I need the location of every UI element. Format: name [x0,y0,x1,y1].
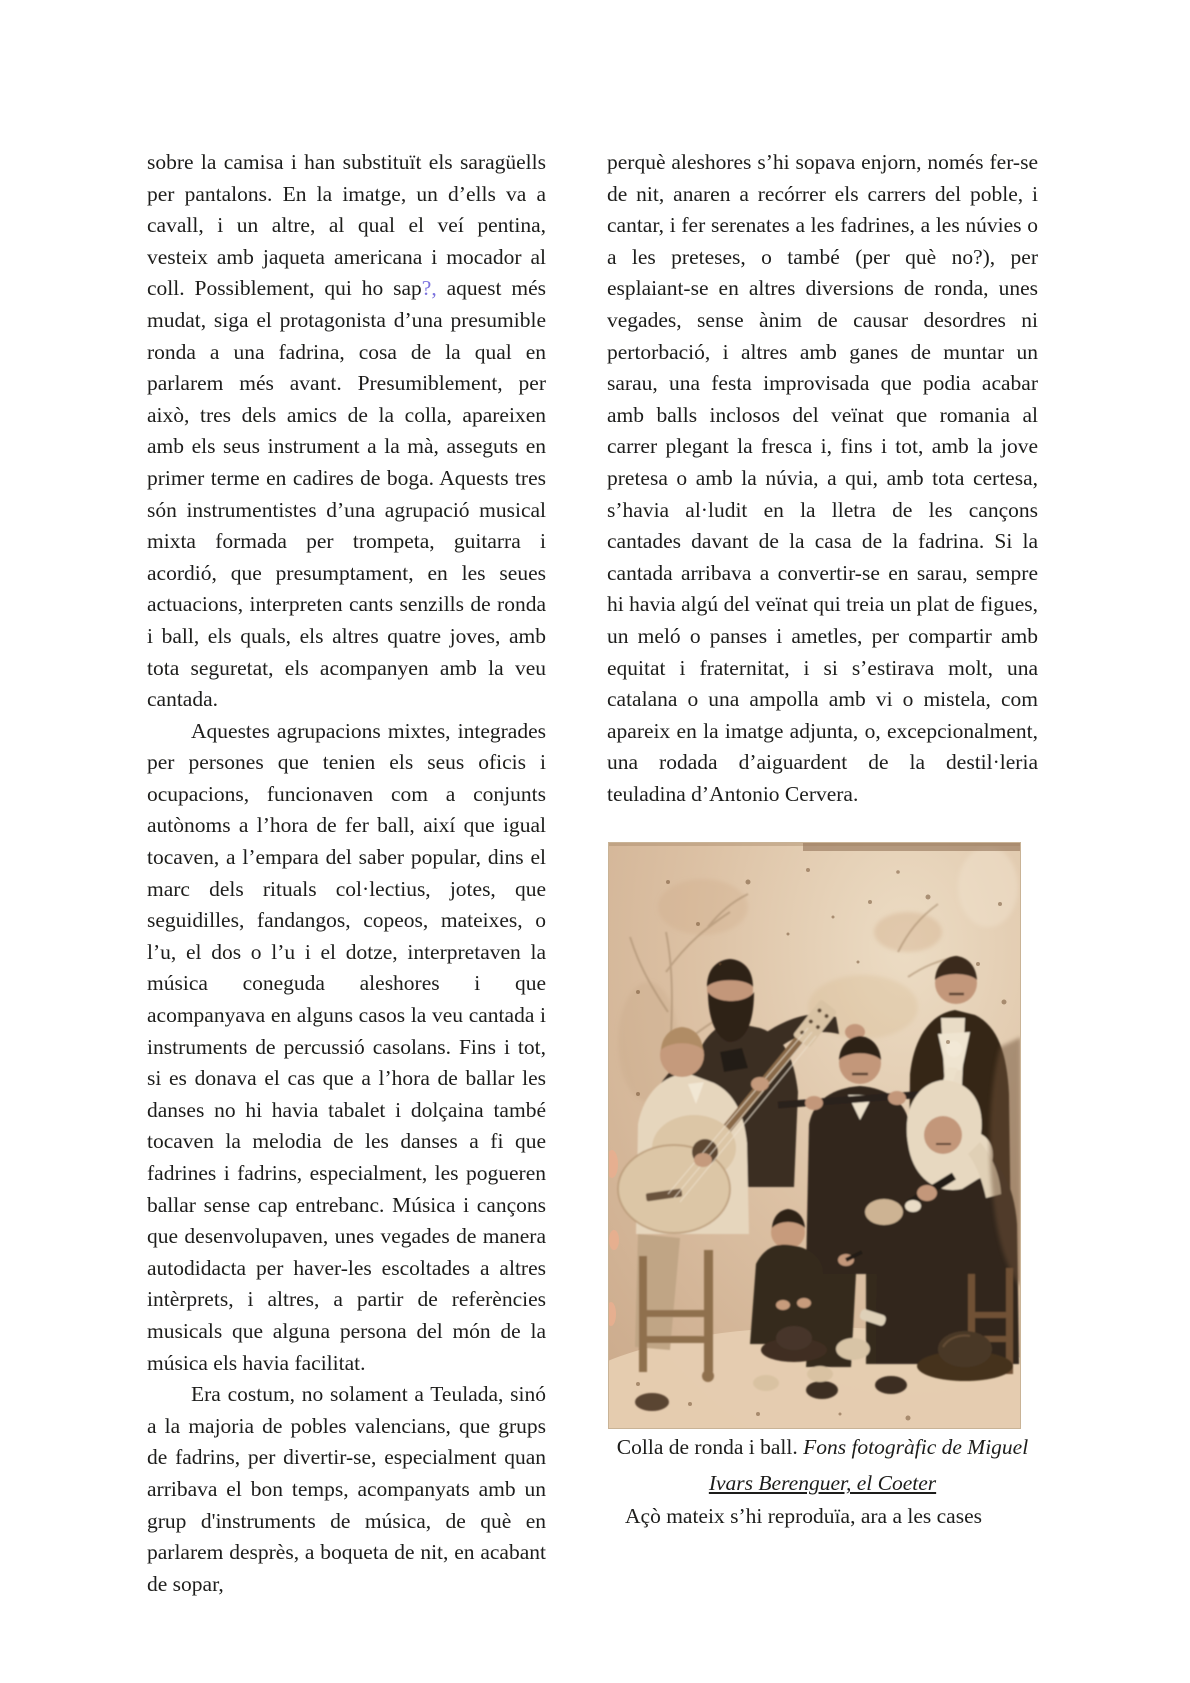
paragraph-aco-mateix: Açò mateix s’hi reproduïa, ara a les cases [625,1504,982,1529]
paragraph-text: aquest més mudat, siga el protagonista d’una presumible ronda a una fadrina, cosa de la qual en parlarem més avant. Presumiblement, per això, tres dels amics de la colla, apareixen amb els seus instrument a la mà, asseguts en primer terme en cadires de boga. Aquests tres són instrumentistes d’una agrupació musical mixta formada per trompeta, guitarra i acordió, que presumptament, en les seues actuacions, interpreten cants senzills de ronda i ball, els quals, els altres quatre joves, amb tota seguretat, els acompanyen amb la veu cantada. [147,276,547,712]
paragraph-ronda: perquè aleshores s’hi sopava enjorn, només fer-se de nit, anaren a recórrer els carrers del poble, i cantar, i fer serenates a les fadrines, a les núvies o a les preteses, o també (per què no?), per esplaiant-se en altres diversions de ronda, unes vegades, sense ànim de causar desordres ni pertorbació, i altres amb ganes de muntar un sarau, una festa improvisada que podia acabar amb balls inclosos del veïnat que romania al carrer plegant la fresca i, fins i tot, amb la jove pretesa o amb la núvia, a qui, amb tota certesa, s’havia al·ludit en la lletra de les cançons cantades davant de la casa de la fadrina. Si la cantada arribava a convertir-se en sarau, sempre hi havia algú del veïnat qui treia un plat de figues, un meló o panses i ametles, per compartir amb equitat i fraternitat, i si s’estirava molt, una catalana o una ampolla amb vi o mistela, com apareix en la imatge adjunta, o, excepcionalment, una rodada d’aiguardent de la destil·leria teuladina d’Antonio Cervera. [607,150,1038,806]
caption-source-name: Ivars Berenguer, el Coeter [708,1471,937,1496]
right-text-column [607,147,1038,1533]
ronda-photo [608,842,1021,1429]
paragraph-era-costum: Era costum, no solament a Teulada, sinó a la majoria de pobles valencians, que grups de fadrins, per divertir-se, especialment quan arribava el bon temps, acompanyats amb un grup d'instruments de música, de què en parlarem desprès, a boqueta de nit, en acabant de sopar, [147,1382,546,1596]
photo-caption [607,1429,1038,1501]
annotation-link[interactable]: ?, [421,276,437,301]
paragraph-agrupacions: Aquestes agrupacions mixtes, integrades per persones que tenien els seus oficis i ocupacions, funcionaven com a conjunts autònoms a l’hora de fer ball, així que igual tocaven, a l’empara del saber popular, dins el marc dels rituals col·lectius, jotes, que seguidilles, fandangos, copeos, mateixes, o l’u, el dos o l’u i el dotze, interpretaven la música coneguda aleshores i que acompanyava en alguns casos la veu cantada i instruments de percussió casolans. Fins i tot, si es donava el cas que a l’hora de ballar les danses no hi havia tabalet i dolçaina també tocaven la melodia de les danses a fi que fadrines i fadrins, especialment, les pogueren ballar sense cap entrebanc. Música i cançons que desenvolupaven, unes vegades de manera autodidacta per haver-les escoltades a altres intèrprets, i altres, a partir de referències musicals que alguna persona del món de la música els havia facilitat. [147,718,546,1375]
paragraph-text: sobre la camisa i han substituït els saragüells per pantalons. En la imatge, un d’ells va a cavall, i un altre, al qual el veí pentina, vesteix amb jaqueta americana i mocador al coll. Possiblement, qui ho sap [147,150,546,301]
left-text-column [147,147,546,1600]
caption-plain-text: Colla de ronda i ball. [616,1435,804,1460]
ronda-photo-graphic [608,842,1021,1429]
caption-source-text: Fons fotogràfic de Miguel [803,1435,1029,1460]
paragraph-continuation [147,147,546,716]
